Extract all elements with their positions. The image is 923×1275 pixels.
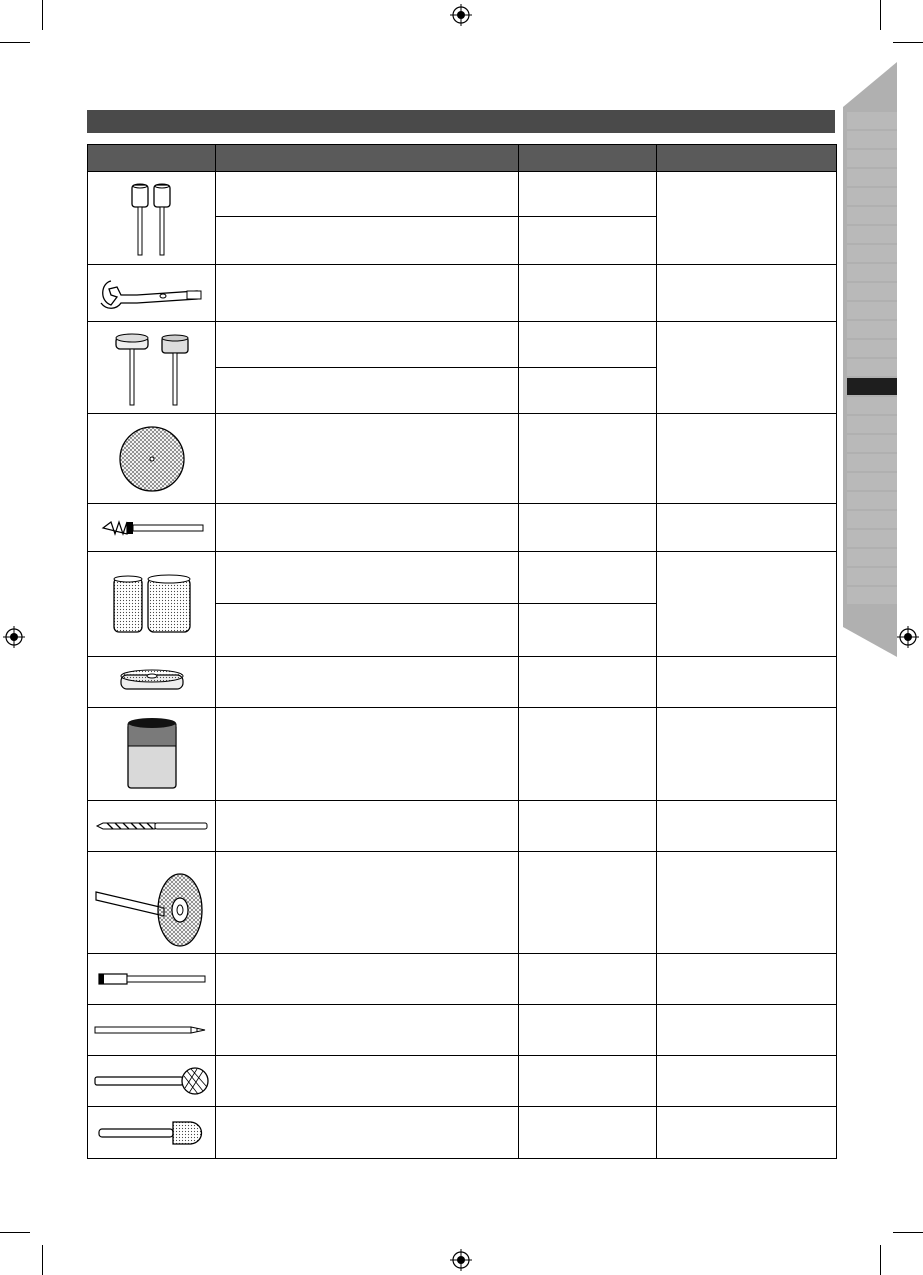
grinding-stones-icon	[112, 327, 192, 409]
image-cell	[88, 657, 216, 708]
registration-mark-icon	[897, 626, 919, 648]
quantity-cell	[519, 657, 657, 708]
table-row	[88, 657, 837, 708]
table-row	[88, 954, 837, 1005]
description-cell	[216, 1056, 519, 1107]
language-tab	[847, 264, 897, 281]
quantity-cell	[519, 604, 657, 657]
image-cell	[88, 1056, 216, 1107]
quantity-cell	[519, 1056, 657, 1107]
engraving-bit-icon	[93, 1024, 211, 1036]
language-tab	[847, 321, 897, 338]
language-tab	[847, 511, 897, 528]
table-row	[88, 414, 837, 504]
crop-mark	[880, 0, 881, 30]
language-tab	[847, 587, 897, 604]
notes-cell	[657, 414, 837, 504]
description-cell	[216, 604, 519, 657]
image-cell	[88, 172, 216, 265]
language-tab	[847, 359, 897, 376]
table-row	[88, 1056, 837, 1107]
description-cell	[216, 1005, 519, 1056]
image-cell	[88, 322, 216, 414]
table-row	[88, 265, 837, 322]
description-cell	[216, 1107, 519, 1159]
image-cell	[88, 265, 216, 322]
description-cell	[216, 801, 519, 852]
table-row	[88, 1107, 837, 1159]
quantity-cell	[519, 265, 657, 322]
collet-mandrel-icon	[95, 971, 209, 987]
notes-cell	[657, 1005, 837, 1056]
polishing-compound-icon	[124, 716, 180, 792]
table-row	[88, 504, 837, 552]
table-row	[88, 322, 837, 368]
quantity-cell	[519, 217, 657, 265]
header-quantity	[519, 145, 657, 172]
notes-cell	[657, 265, 837, 322]
registration-mark-icon	[3, 626, 25, 648]
table-row	[88, 801, 837, 852]
description-cell	[216, 504, 519, 552]
description-cell	[216, 172, 519, 217]
notes-cell	[657, 852, 837, 954]
language-tab	[847, 492, 897, 509]
image-cell	[88, 552, 216, 657]
sanding-bands-icon	[110, 572, 194, 636]
spanner-wrench-icon	[97, 273, 207, 313]
notes-cell	[657, 657, 837, 708]
quantity-cell	[519, 1005, 657, 1056]
language-tab	[847, 435, 897, 452]
crop-mark	[42, 0, 43, 30]
table-row	[88, 708, 837, 801]
image-cell	[88, 1005, 216, 1056]
image-cell	[88, 414, 216, 504]
header-description	[216, 145, 519, 172]
language-tab	[847, 150, 897, 167]
header-notes	[657, 145, 837, 172]
crop-mark	[893, 1232, 923, 1233]
language-tab	[847, 112, 897, 129]
grinding-point-icon	[97, 1118, 207, 1148]
wire-brush-icon	[92, 858, 212, 948]
language-tab	[847, 454, 897, 471]
notes-cell	[657, 708, 837, 801]
table-row	[88, 1005, 837, 1056]
registration-mark-icon	[450, 4, 472, 26]
notes-cell	[657, 1107, 837, 1159]
notes-cell	[657, 322, 837, 414]
crop-mark	[0, 42, 30, 43]
description-cell	[216, 657, 519, 708]
description-cell	[216, 368, 519, 414]
screw-mandrel-icon	[97, 516, 207, 540]
image-cell	[88, 708, 216, 801]
notes-cell	[657, 504, 837, 552]
quantity-cell	[519, 801, 657, 852]
language-tab	[847, 131, 897, 148]
quantity-cell	[519, 1107, 657, 1159]
language-tab	[847, 397, 897, 414]
description-cell	[216, 708, 519, 801]
description-cell	[216, 414, 519, 504]
language-tab	[847, 473, 897, 490]
registration-mark-icon	[450, 1249, 472, 1271]
image-cell	[88, 1107, 216, 1159]
image-cell	[88, 954, 216, 1005]
quantity-cell	[519, 852, 657, 954]
language-tab	[847, 169, 897, 186]
section-title-bar	[87, 110, 835, 133]
quantity-cell	[519, 368, 657, 414]
quantity-cell	[519, 954, 657, 1005]
image-cell	[88, 801, 216, 852]
accessories-table	[87, 144, 837, 1159]
quantity-cell	[519, 322, 657, 368]
language-tab	[847, 416, 897, 433]
language-tab-active	[847, 378, 897, 395]
notes-cell	[657, 172, 837, 265]
language-tab	[847, 188, 897, 205]
language-tab	[847, 549, 897, 566]
felt-polishing-wheel-icon	[117, 667, 187, 697]
language-tab	[847, 302, 897, 319]
quantity-cell	[519, 552, 657, 604]
quantity-cell	[519, 414, 657, 504]
ball-cutter-icon	[93, 1066, 211, 1096]
image-cell	[88, 852, 216, 954]
image-cell	[88, 504, 216, 552]
description-cell	[216, 217, 519, 265]
crop-mark	[42, 1245, 43, 1275]
notes-cell	[657, 1056, 837, 1107]
language-tab	[847, 530, 897, 547]
crop-mark	[893, 42, 923, 43]
table-row	[88, 172, 837, 217]
sanding-drums-icon	[127, 177, 177, 259]
language-tab	[847, 226, 897, 243]
crop-mark	[0, 1232, 30, 1233]
language-tab	[847, 340, 897, 357]
description-cell	[216, 265, 519, 322]
description-cell	[216, 322, 519, 368]
language-tab	[847, 207, 897, 224]
section-title	[87, 114, 93, 128]
language-tab	[847, 245, 897, 262]
table-row	[88, 852, 837, 954]
notes-cell	[657, 801, 837, 852]
notes-cell	[657, 954, 837, 1005]
language-tab	[847, 283, 897, 300]
cutting-disc-icon	[117, 424, 187, 494]
drill-bit-icon	[95, 819, 209, 833]
crop-mark	[880, 1245, 881, 1275]
header-image	[88, 145, 216, 172]
description-cell	[216, 552, 519, 604]
description-cell	[216, 954, 519, 1005]
quantity-cell	[519, 708, 657, 801]
description-cell	[216, 852, 519, 954]
notes-cell	[657, 552, 837, 657]
quantity-cell	[519, 504, 657, 552]
table-header-row	[88, 145, 837, 172]
language-tab	[847, 568, 897, 585]
table-row	[88, 552, 837, 604]
quantity-cell	[519, 172, 657, 217]
